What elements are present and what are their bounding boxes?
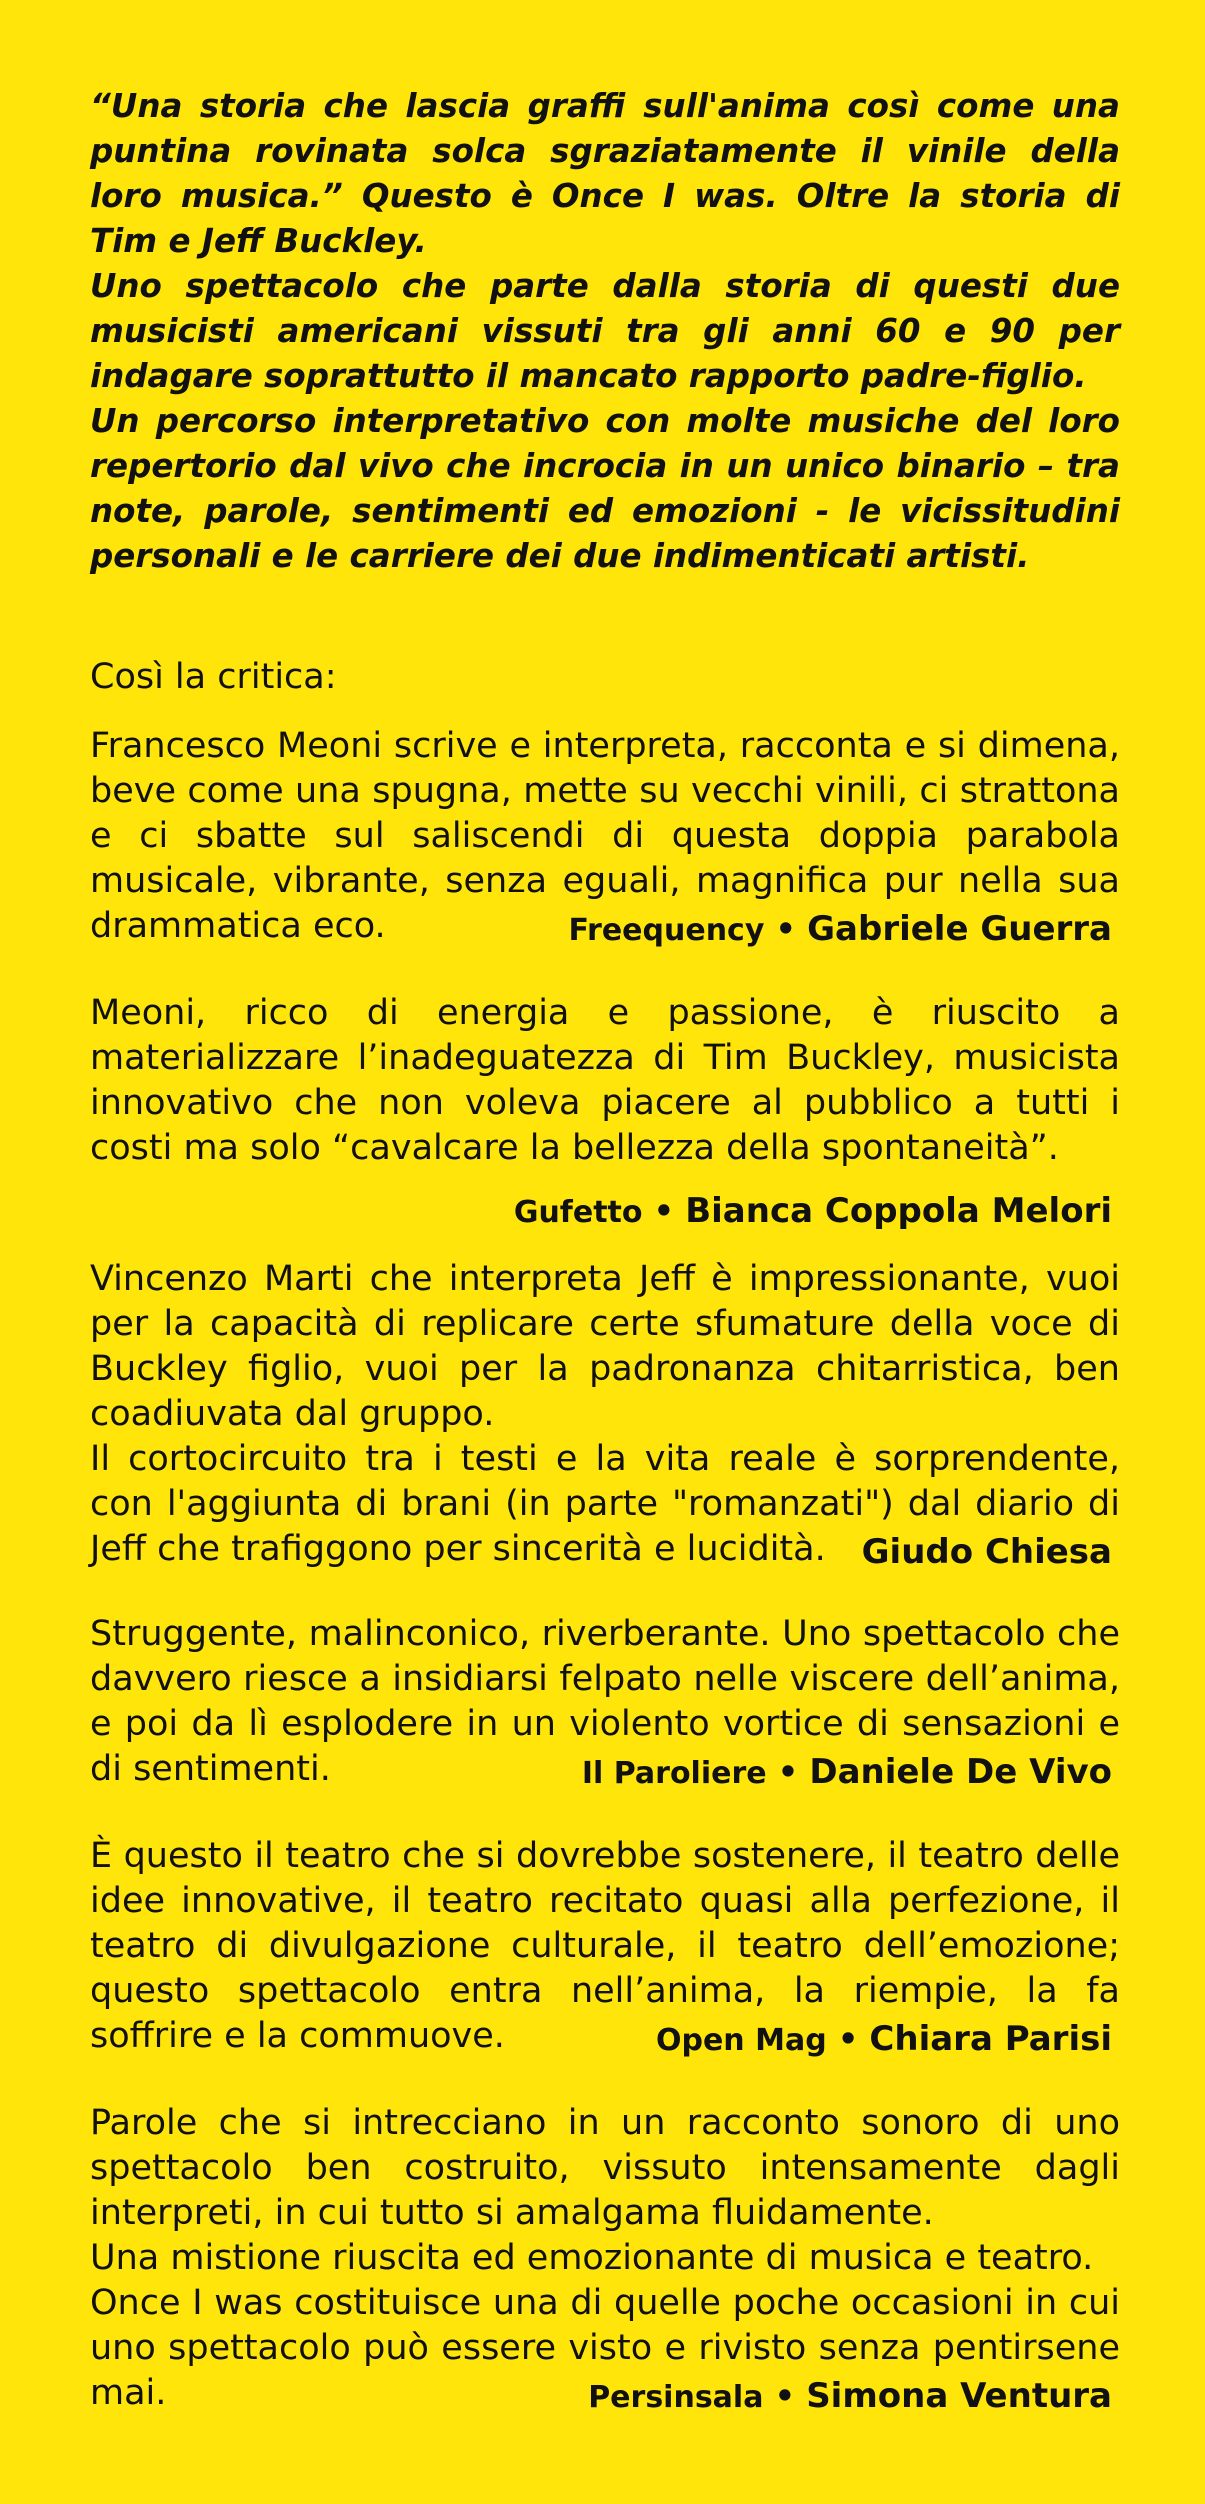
review-source: Open Mag [655, 2023, 827, 2058]
review-paragraph: Il cortocircuito tra i testi e la vita reale è sorprendente, con l'aggiunta di brani (in parte "romanzati") dal diario di Jeff che trafiggono per sincerità e lucidità. [90, 1439, 1120, 1569]
review-author: Chiara Parisi [869, 2019, 1112, 2059]
review-paragraph: Una mistione riuscita ed emozionante di musica e teatro. [90, 2238, 1094, 2278]
intro-paragraph: Uno spettacolo che parte dalla storia di questi due musicisti americani vissuti tra gli anni 60 e 90 per indagare soprattutto il mancato rapporto padre-figlio. [90, 267, 1120, 395]
review-paragraph: È questo il teatro che si dovrebbe sostenere, il teatro delle idee innovative, il teatro recitato quasi alla perfezione, il teatro di divulgazione culturale, il teatro dell’emozione; questo spettacolo entra nell’anima, la riempie, la fa soffrire e la commuove. [90, 1836, 1120, 2056]
review-paragraph: Struggente, malinconico, riverberante. Uno spettacolo che davvero riesce a insidiarsi felpato nelle viscere dell’anima, e poi da lì esplodere in un violento vortice di sensazioni e di sentimenti. [90, 1614, 1120, 1789]
review-paragraph: Parole che si intrecciano in un racconto sonoro di uno spettacolo ben costruito, vissuto intensamente dagli interpreti, in cui tutto si amalgama fluidamente. [90, 2103, 1120, 2233]
review-separator: • [777, 1753, 799, 1791]
review-author: Giudo Chiesa [861, 1532, 1112, 1572]
review-author: Gabriele Guerra [807, 909, 1112, 949]
review-source: Persinsala [588, 2380, 764, 2415]
review-attribution [90, 1191, 1112, 1233]
review-attribution [90, 2376, 1112, 2418]
critica-heading: Così la critica: [90, 657, 337, 697]
review-paragraph: Vincenzo Marti che interpreta Jeff è impressionante, vuoi per la capacità di replicare certe sfumature della voce di Buckley figlio, vuoi per la padronanza chitarristica, ben coadiuvata dal gruppo. [90, 1259, 1120, 1434]
intro-paragraph: “Una storia che lascia graffi sull'anima così come una puntina rovinata solca sgraziatamente il vinile della loro musica.” Questo è Once I was. Oltre la storia di Tim e Jeff Buckley. [90, 87, 1120, 260]
review-author: Simona Ventura [806, 2376, 1112, 2416]
review-item [90, 724, 1120, 951]
review-separator: • [774, 2377, 796, 2415]
review-author: Bianca Coppola Melori [685, 1191, 1112, 1231]
review-item [90, 1257, 1120, 1572]
intro-block [90, 84, 1120, 579]
review-item [90, 1834, 1120, 2061]
review-text [90, 2101, 1120, 2416]
review-text [90, 1257, 1120, 1572]
review-item [90, 1612, 1120, 1794]
intro-paragraph: Un percorso interpretativo con molte musiche del loro repertorio dal vivo che incrocia in un unico binario – tra note, parole, sentimenti ed emozioni - le vicissitudini personali e le carriere dei due indimenticati artisti. [90, 402, 1120, 575]
review-source: Freequency [568, 913, 765, 948]
review-paragraph: Francesco Meoni scrive e interpreta, racconta e si dimena, beve come una spugna, mette su vecchi vinili, ci strattona e ci sbatte sul saliscendi di questa doppia parabola musicale, vibrante, senza eguali, magnifica pur nella sua drammatica eco. [90, 726, 1120, 946]
review-item [90, 2101, 1120, 2418]
review-separator: • [653, 1192, 675, 1230]
review-paragraph: Meoni, ricco di energia e passione, è riuscito a materializzare l’inadeguatezza di Tim Buckley, musicista innovativo che non voleva piacere al pubblico a tutti i costi ma solo “cavalcare la bellezza della spontaneità”. [90, 993, 1120, 1168]
review-separator: • [775, 910, 796, 948]
review-item [90, 991, 1120, 1233]
review-source: Il Paroliere [581, 1756, 767, 1791]
review-text [90, 991, 1120, 1171]
page-content [90, 84, 1120, 2418]
review-paragraph: Once I was costituisce una di quelle poche occasioni in cui uno spettacolo può essere visto e rivisto senza pentirsene mai. [90, 2283, 1120, 2413]
review-author: Daniele De Vivo [809, 1752, 1112, 1792]
review-source: Gufetto [513, 1195, 643, 1230]
review-separator: • [837, 2020, 859, 2058]
